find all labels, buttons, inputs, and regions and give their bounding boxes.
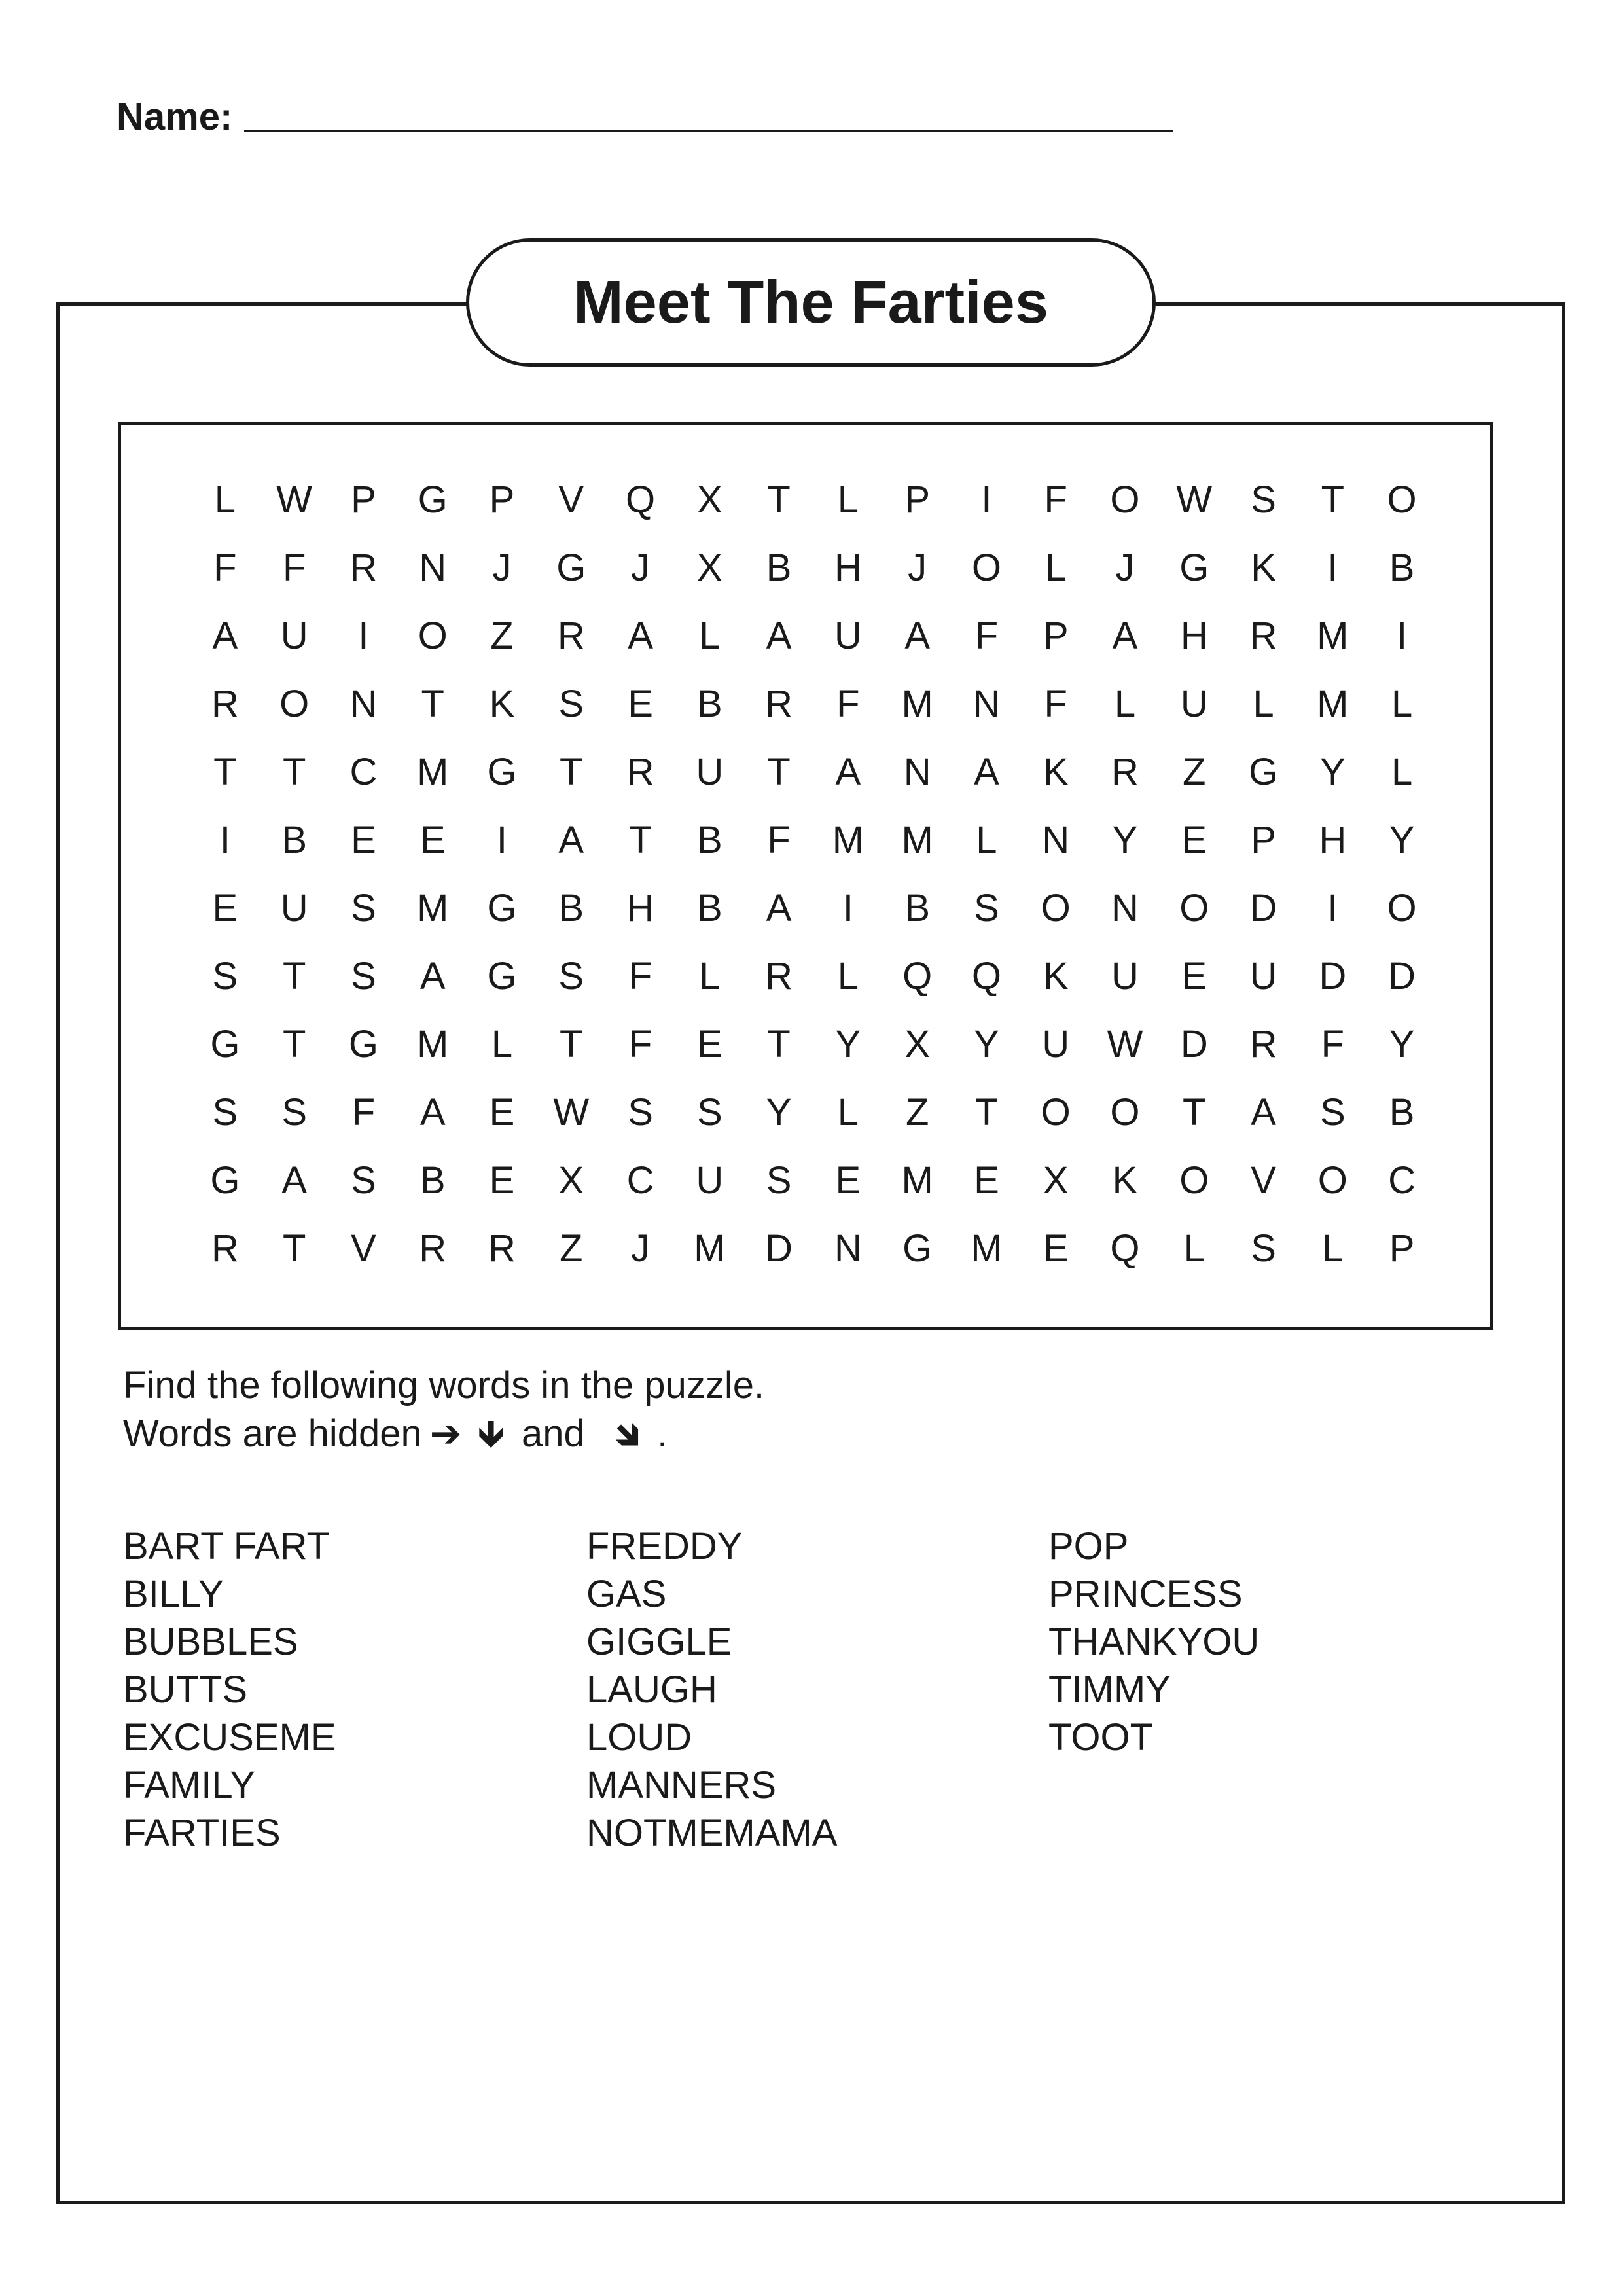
grid-cell[interactable]: V xyxy=(351,1227,376,1270)
grid-cell[interactable]: H xyxy=(1180,614,1208,657)
word-item: POP xyxy=(1048,1525,1129,1568)
grid-cell[interactable]: D xyxy=(765,1227,793,1270)
grid-cell[interactable]: R xyxy=(419,1227,447,1270)
grid-cell[interactable]: B xyxy=(1389,546,1415,589)
grid-cell[interactable]: N xyxy=(1042,818,1070,861)
grid-cell[interactable]: X xyxy=(558,1158,584,1202)
grid-cell[interactable]: O xyxy=(1387,478,1417,521)
name-label: Name: xyxy=(116,96,233,138)
grid-cell[interactable]: B xyxy=(1389,1090,1415,1134)
grid-cell[interactable]: O xyxy=(1041,886,1071,929)
grid-cell[interactable]: Q xyxy=(902,954,933,997)
grid-cell[interactable]: S xyxy=(212,1090,238,1134)
grid-cell[interactable]: F xyxy=(767,818,791,861)
grid-cell[interactable]: Y xyxy=(1389,818,1415,861)
grid-cell[interactable]: B xyxy=(766,546,792,589)
instructions-line-2 xyxy=(123,1410,764,1458)
grid-cell[interactable]: G xyxy=(487,750,517,793)
grid-cell[interactable]: S xyxy=(558,954,584,997)
grid-cell[interactable]: Q xyxy=(625,478,656,521)
grid-cell[interactable]: M xyxy=(417,886,449,929)
grid-cell[interactable]: E xyxy=(351,818,376,861)
grid-cell[interactable]: W xyxy=(1107,1022,1143,1066)
grid-cell[interactable]: G xyxy=(487,886,517,929)
grid-cell[interactable]: S xyxy=(628,1090,653,1134)
grid-cell[interactable]: N xyxy=(1111,886,1139,929)
instructions-and: and xyxy=(522,1412,585,1455)
grid-cell[interactable]: L xyxy=(491,1022,513,1066)
grid-cell[interactable]: A xyxy=(766,614,792,657)
grid-cell[interactable]: T xyxy=(767,478,791,521)
grid-cell[interactable]: R xyxy=(557,614,585,657)
letter-grid xyxy=(190,465,1436,1282)
grid-cell[interactable]: E xyxy=(1181,954,1207,997)
grid-cell[interactable]: K xyxy=(489,682,515,725)
grid-cell[interactable]: T xyxy=(560,750,583,793)
instructions-prefix: Words are hidden xyxy=(123,1412,422,1455)
grid-cell[interactable]: K xyxy=(1112,1158,1138,1202)
grid-cell[interactable]: L xyxy=(1045,546,1067,589)
grid-cell[interactable]: R xyxy=(349,546,378,589)
grid-cell[interactable]: T xyxy=(282,1227,306,1270)
grid-cell[interactable]: Y xyxy=(974,1022,999,1066)
grid-cell[interactable]: O xyxy=(1110,478,1140,521)
grid-cell[interactable]: F xyxy=(282,546,306,589)
grid-cell[interactable]: B xyxy=(696,886,722,929)
grid-cell[interactable]: A xyxy=(419,1090,446,1134)
instructions xyxy=(123,1361,764,1458)
grid-cell[interactable]: V xyxy=(1251,1158,1276,1202)
grid-cell[interactable]: H xyxy=(1319,818,1347,861)
grid-cell[interactable]: P xyxy=(904,478,930,521)
grid-cell[interactable]: R xyxy=(626,750,654,793)
grid-cell[interactable]: S xyxy=(1319,1090,1346,1134)
word-item: TOOT xyxy=(1048,1716,1154,1759)
grid-cell[interactable]: G xyxy=(902,1227,933,1270)
grid-cell[interactable]: I xyxy=(219,818,230,861)
grid-cell[interactable]: L xyxy=(1391,682,1413,725)
grid-cell[interactable]: X xyxy=(696,546,722,589)
grid-cell[interactable]: X xyxy=(904,1022,930,1066)
grid-cell[interactable]: Y xyxy=(766,1090,792,1134)
grid-cell[interactable]: B xyxy=(281,818,307,861)
grid-cell[interactable]: C xyxy=(1388,1158,1416,1202)
grid-cell[interactable]: T xyxy=(767,1022,791,1066)
grid-cell[interactable]: L xyxy=(837,954,859,997)
page-title: Meet The Farties xyxy=(573,268,1048,336)
grid-cell[interactable]: L xyxy=(1183,1227,1205,1270)
grid-cell[interactable]: G xyxy=(487,954,517,997)
grid-cell[interactable]: S xyxy=(974,886,999,929)
grid-cell[interactable]: R xyxy=(1111,750,1139,793)
grid-cell[interactable]: A xyxy=(904,614,930,657)
grid-cell[interactable]: A xyxy=(281,1158,307,1202)
grid-cell[interactable]: T xyxy=(974,1090,999,1134)
grid-cell[interactable]: Z xyxy=(490,614,514,657)
grid-cell[interactable]: Z xyxy=(905,1090,929,1134)
grid-cell[interactable]: F xyxy=(1321,1022,1345,1066)
grid-cell[interactable]: T xyxy=(421,682,444,725)
grid-cell[interactable]: Q xyxy=(971,954,1001,997)
arrow-down-icon: 🡻 xyxy=(477,1412,505,1455)
grid-cell[interactable]: Y xyxy=(1319,750,1346,793)
grid-cell[interactable]: T xyxy=(1183,1090,1206,1134)
grid-cell[interactable]: O xyxy=(1041,1090,1071,1134)
grid-cell[interactable]: N xyxy=(972,682,1001,725)
word-item: FREDDY xyxy=(586,1525,743,1568)
grid-cell[interactable]: O xyxy=(1317,1158,1347,1202)
grid-cell[interactable]: Z xyxy=(1183,750,1206,793)
grid-cell[interactable]: L xyxy=(1253,682,1274,725)
grid-cell[interactable]: S xyxy=(558,682,584,725)
arrow-right-icon: ➔ xyxy=(429,1412,462,1455)
grid-cell[interactable]: I xyxy=(1327,546,1338,589)
grid-cell[interactable]: U xyxy=(1042,1022,1070,1066)
grid-cell[interactable]: A xyxy=(419,954,446,997)
grid-cell[interactable]: L xyxy=(1114,682,1136,725)
grid-cell[interactable]: A xyxy=(212,614,238,657)
grid-cell[interactable]: Z xyxy=(560,1227,583,1270)
grid-cell[interactable]: P xyxy=(1251,818,1276,861)
grid-cell[interactable]: E xyxy=(1043,1227,1069,1270)
grid-cell[interactable]: Q xyxy=(1110,1227,1140,1270)
grid-cell[interactable]: A xyxy=(974,750,999,793)
word-list-column-1 xyxy=(123,1522,336,1857)
word-item: MANNERS xyxy=(586,1764,777,1806)
grid-cell[interactable]: E xyxy=(696,1022,722,1066)
grid-cell[interactable]: D xyxy=(1388,954,1416,997)
grid-cell[interactable]: L xyxy=(976,818,997,861)
grid-cell[interactable]: L xyxy=(837,478,859,521)
grid-cell[interactable]: T xyxy=(767,750,791,793)
grid-cell[interactable]: I xyxy=(496,818,508,861)
grid-cell[interactable]: A xyxy=(1251,1090,1276,1134)
grid-cell[interactable]: L xyxy=(1322,1227,1344,1270)
grid-cell[interactable]: D xyxy=(1319,954,1347,997)
word-item: FARTIES xyxy=(123,1812,281,1854)
grid-cell[interactable]: B xyxy=(696,682,722,725)
title-banner xyxy=(466,238,1156,367)
grid-cell[interactable]: L xyxy=(699,614,721,657)
grid-cell[interactable]: R xyxy=(765,954,793,997)
puzzle-box xyxy=(118,422,1493,1330)
grid-cell[interactable]: C xyxy=(349,750,378,793)
grid-cell[interactable]: F xyxy=(974,614,999,657)
grid-cell[interactable]: N xyxy=(903,750,931,793)
grid-cell[interactable]: O xyxy=(1179,1158,1209,1202)
grid-cell[interactable]: U xyxy=(280,886,308,929)
grid-cell[interactable]: I xyxy=(358,614,369,657)
word-list-column-3 xyxy=(1048,1522,1259,1761)
grid-cell[interactable]: A xyxy=(1112,614,1138,657)
grid-cell[interactable]: I xyxy=(981,478,992,521)
grid-cell[interactable]: O xyxy=(1179,886,1209,929)
grid-cell[interactable]: S xyxy=(1251,1227,1276,1270)
grid-cell[interactable]: A xyxy=(628,614,653,657)
grid-cell[interactable]: W xyxy=(276,478,313,521)
grid-cell[interactable]: T xyxy=(213,750,237,793)
word-item: TIMMY xyxy=(1048,1668,1171,1711)
grid-cell[interactable]: M xyxy=(694,1227,726,1270)
grid-cell[interactable]: R xyxy=(488,1227,516,1270)
grid-cell[interactable]: T xyxy=(282,750,306,793)
word-item: FAMILY xyxy=(123,1764,255,1806)
grid-cell[interactable]: F xyxy=(351,1090,376,1134)
grid-cell[interactable]: E xyxy=(212,886,238,929)
grid-cell[interactable]: K xyxy=(1043,954,1069,997)
word-item: PRINCESS xyxy=(1048,1573,1243,1615)
grid-cell[interactable]: L xyxy=(699,954,721,997)
grid-cell[interactable]: O xyxy=(1387,886,1417,929)
grid-cell[interactable]: M xyxy=(417,750,449,793)
word-item: BART FART xyxy=(123,1525,330,1568)
grid-cell[interactable]: D xyxy=(1180,1022,1208,1066)
grid-cell[interactable]: G xyxy=(1248,750,1279,793)
grid-cell[interactable]: G xyxy=(1179,546,1209,589)
grid-cell[interactable]: L xyxy=(837,1090,859,1134)
word-item: EXCUSEME xyxy=(123,1716,336,1759)
grid-cell[interactable]: J xyxy=(631,1227,651,1270)
grid-cell[interactable]: J xyxy=(631,546,651,589)
name-field-row xyxy=(116,86,1173,139)
grid-cell[interactable]: E xyxy=(489,1158,515,1202)
grid-cell[interactable]: U xyxy=(834,614,862,657)
grid-cell[interactable]: U xyxy=(1111,954,1139,997)
grid-cell[interactable]: B xyxy=(558,886,584,929)
grid-cell[interactable]: E xyxy=(489,1090,515,1134)
grid-cell[interactable]: T xyxy=(1321,478,1345,521)
grid-cell[interactable]: H xyxy=(626,886,654,929)
grid-cell[interactable]: K xyxy=(1043,750,1069,793)
grid-cell[interactable]: O xyxy=(971,546,1001,589)
word-item: BUBBLES xyxy=(123,1621,298,1663)
grid-cell[interactable]: G xyxy=(556,546,586,589)
grid-cell[interactable]: U xyxy=(280,614,308,657)
name-write-line[interactable] xyxy=(244,130,1173,132)
grid-cell[interactable]: T xyxy=(560,1022,583,1066)
grid-cell[interactable]: F xyxy=(1044,478,1067,521)
grid-cell[interactable]: Y xyxy=(1112,818,1138,861)
grid-cell[interactable]: H xyxy=(834,546,862,589)
grid-cell[interactable]: A xyxy=(835,750,861,793)
instructions-line-1: Find the following words in the puzzle. xyxy=(123,1364,765,1407)
grid-cell[interactable]: Y xyxy=(835,1022,861,1066)
word-item: BILLY xyxy=(123,1573,224,1615)
grid-cell[interactable]: S xyxy=(351,1158,376,1202)
grid-cell[interactable]: D xyxy=(1249,886,1277,929)
grid-cell[interactable]: A xyxy=(558,818,584,861)
grid-cell[interactable]: E xyxy=(419,818,446,861)
grid-cell[interactable]: B xyxy=(419,1158,446,1202)
grid-cell[interactable]: P xyxy=(1389,1227,1415,1270)
grid-cell[interactable]: O xyxy=(279,682,310,725)
word-item: LOUD xyxy=(586,1716,692,1759)
grid-cell[interactable]: P xyxy=(489,478,515,521)
grid-cell[interactable]: R xyxy=(765,682,793,725)
grid-cell[interactable]: S xyxy=(766,1158,792,1202)
grid-cell[interactable]: O xyxy=(1110,1090,1140,1134)
grid-cell[interactable]: J xyxy=(908,546,927,589)
grid-cell[interactable]: M xyxy=(1317,682,1349,725)
word-item: GIGGLE xyxy=(586,1621,732,1663)
word-item: NOTMEMAMA xyxy=(586,1812,838,1854)
grid-cell[interactable]: F xyxy=(628,954,652,997)
grid-cell[interactable]: J xyxy=(1115,546,1135,589)
grid-cell[interactable]: T xyxy=(282,954,306,997)
grid-cell[interactable]: W xyxy=(553,1090,590,1134)
grid-cell[interactable]: E xyxy=(628,682,653,725)
grid-cell[interactable]: M xyxy=(971,1227,1003,1270)
grid-cell[interactable]: V xyxy=(558,478,584,521)
grid-cell[interactable]: M xyxy=(901,1158,933,1202)
grid-cell[interactable]: N xyxy=(349,682,378,725)
grid-cell[interactable]: M xyxy=(901,682,933,725)
grid-cell[interactable]: U xyxy=(1249,954,1277,997)
grid-cell[interactable]: F xyxy=(836,682,860,725)
word-item: BUTTS xyxy=(123,1668,248,1711)
grid-cell[interactable]: U xyxy=(696,750,724,793)
grid-cell[interactable]: R xyxy=(1249,614,1277,657)
grid-cell[interactable]: N xyxy=(834,1227,862,1270)
grid-cell[interactable]: N xyxy=(419,546,447,589)
grid-cell[interactable]: E xyxy=(974,1158,999,1202)
grid-cell[interactable]: K xyxy=(1251,546,1276,589)
grid-cell[interactable]: M xyxy=(832,818,865,861)
grid-cell[interactable]: G xyxy=(348,1022,378,1066)
grid-cell[interactable]: S xyxy=(351,954,376,997)
instructions-period: . xyxy=(657,1412,668,1455)
grid-cell[interactable]: O xyxy=(418,614,448,657)
grid-cell[interactable]: X xyxy=(1043,1158,1069,1202)
grid-cell[interactable]: R xyxy=(1249,1022,1277,1066)
grid-cell[interactable]: F xyxy=(628,1022,652,1066)
grid-cell[interactable]: S xyxy=(1251,478,1276,521)
grid-cell[interactable]: S xyxy=(212,954,238,997)
grid-cell[interactable]: B xyxy=(904,886,930,929)
grid-cell[interactable]: M xyxy=(1317,614,1349,657)
grid-cell[interactable]: G xyxy=(418,478,448,521)
grid-cell[interactable]: Y xyxy=(1389,1022,1415,1066)
grid-cell[interactable]: T xyxy=(282,1022,306,1066)
grid-cell[interactable]: I xyxy=(1397,614,1408,657)
arrow-diagonal-icon: 🡾 xyxy=(613,1412,641,1455)
grid-cell[interactable]: U xyxy=(1180,682,1208,725)
grid-cell[interactable]: L xyxy=(214,478,236,521)
grid-cell[interactable]: B xyxy=(696,818,722,861)
grid-cell[interactable]: P xyxy=(1043,614,1069,657)
grid-cell[interactable]: M xyxy=(901,818,933,861)
grid-cell[interactable]: W xyxy=(1176,478,1213,521)
word-list-column-2 xyxy=(586,1522,837,1857)
grid-cell[interactable]: S xyxy=(351,886,376,929)
grid-cell[interactable]: T xyxy=(628,818,652,861)
word-item: THANKYOU xyxy=(1048,1621,1260,1663)
grid-cell[interactable]: F xyxy=(1044,682,1067,725)
grid-cell[interactable]: R xyxy=(211,1227,239,1270)
word-item: GAS xyxy=(586,1573,667,1615)
grid-cell[interactable]: S xyxy=(281,1090,307,1134)
grid-cell[interactable]: I xyxy=(1327,886,1338,929)
grid-cell[interactable]: U xyxy=(696,1158,724,1202)
grid-cell[interactable]: P xyxy=(351,478,376,521)
grid-cell[interactable]: C xyxy=(626,1158,654,1202)
grid-cell[interactable]: X xyxy=(696,478,722,521)
grid-cell[interactable]: R xyxy=(211,682,239,725)
grid-cell[interactable]: S xyxy=(696,1090,722,1134)
grid-cell[interactable]: M xyxy=(417,1022,449,1066)
word-item: LAUGH xyxy=(586,1668,717,1711)
grid-cell[interactable]: I xyxy=(842,886,853,929)
grid-cell[interactable]: A xyxy=(766,886,792,929)
grid-cell[interactable]: E xyxy=(1181,818,1207,861)
grid-cell[interactable]: E xyxy=(835,1158,861,1202)
grid-cell[interactable]: G xyxy=(210,1158,240,1202)
grid-cell[interactable]: L xyxy=(1391,750,1413,793)
grid-cell[interactable]: F xyxy=(213,546,237,589)
grid-cell[interactable]: G xyxy=(210,1022,240,1066)
grid-cell[interactable]: J xyxy=(492,546,512,589)
